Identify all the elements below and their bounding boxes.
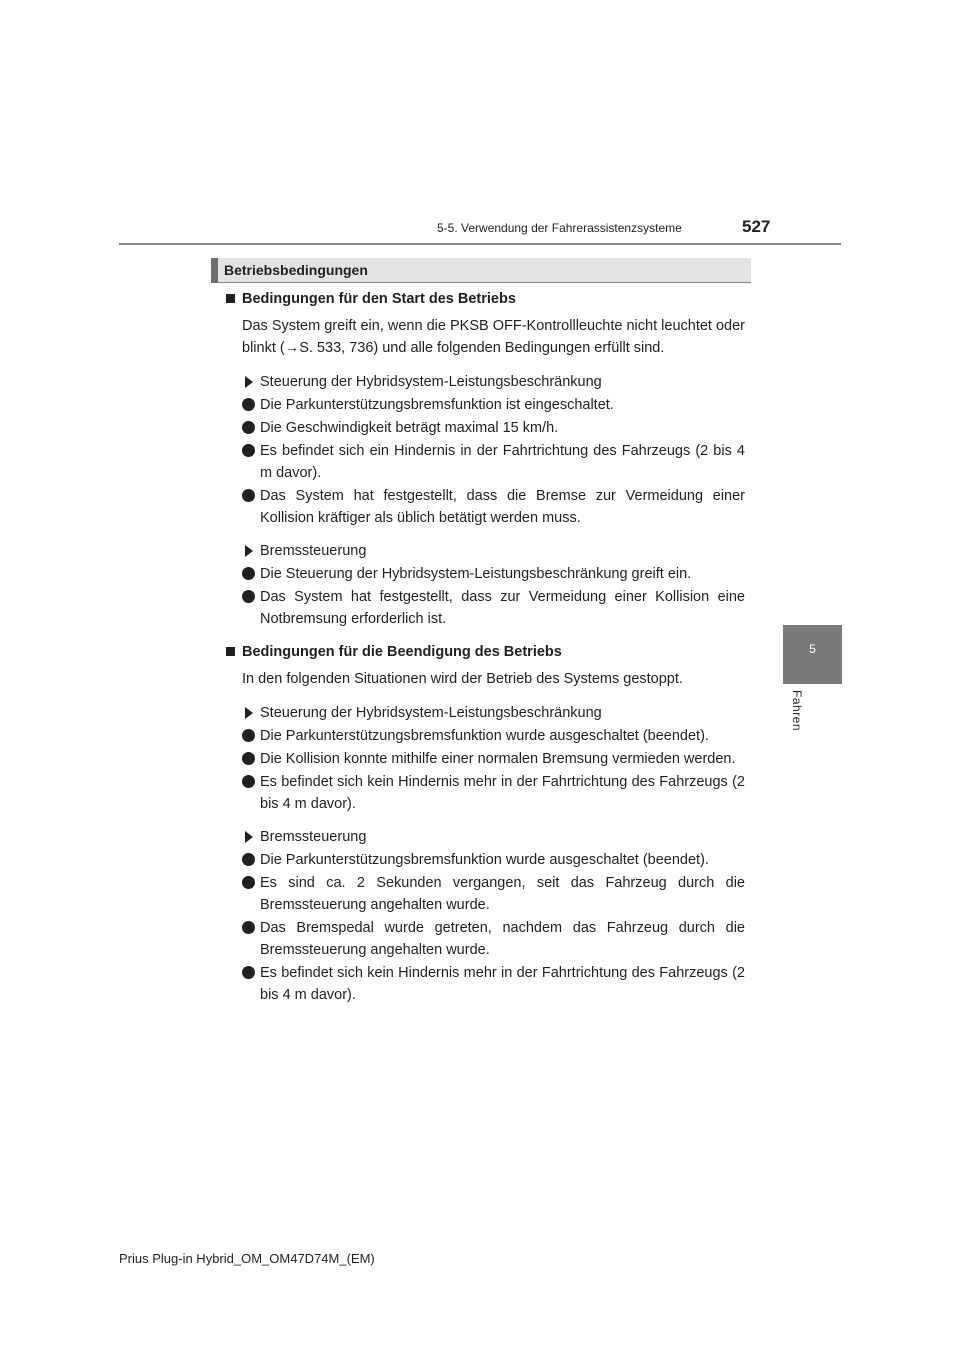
circle-bullet-icon (242, 567, 255, 580)
triangle-bullet-icon (245, 831, 253, 843)
section-title: Betriebsbedingungen (224, 262, 368, 278)
group-title-text: Steuerung der Hybridsystem-Leistungsbeschränkung (260, 374, 602, 390)
circle-bullet-icon (242, 921, 255, 934)
chapter-tab: 5 (783, 625, 842, 684)
header-title: 5-5. Verwendung der Fahrerassistenzsysteme (437, 221, 682, 235)
subheading-text: Bedingungen für die Beendigung des Betriebs (242, 644, 562, 660)
list-item (226, 917, 745, 961)
list-item-text: Das Bremspedal wurde getreten, nachdem das Fahrzeug durch die Bremssteuerung angehalten wurde. (260, 920, 745, 958)
subheading-start (226, 288, 745, 310)
circle-bullet-icon (242, 398, 255, 411)
page-number: 527 (742, 217, 771, 236)
paragraph-end-intro: In den folgenden Situationen wird der Betrieb des Systems gestoppt. (242, 671, 683, 687)
group-title-text: Bremssteuerung (260, 543, 367, 559)
list-item-text: Die Kollision konnte mithilfe einer normalen Bremsung vermieden werden. (260, 751, 736, 767)
subheading-text: Bedingungen für den Start des Betriebs (242, 291, 516, 307)
list-item-text: Das System hat festgestellt, dass die Bremse zur Vermeidung einer Kollision kräftiger als üblich betätigt werden muss. (260, 488, 745, 526)
circle-bullet-icon (242, 775, 255, 788)
header-divider (119, 243, 841, 245)
circle-bullet-icon (242, 876, 255, 889)
main-content (226, 288, 745, 1007)
circle-bullet-icon (242, 752, 255, 765)
list-item-text: Das System hat festgestellt, dass zur Vermeidung einer Kollision eine Notbremsung erforderlich ist. (260, 589, 745, 627)
section-accent (211, 258, 218, 283)
square-bullet-icon (226, 647, 235, 656)
list-item-text: Es befindet sich ein Hindernis in der Fahrtrichtung des Fahrzeugs (2 bis 4 m davor). (260, 443, 745, 481)
triangle-bullet-icon (245, 545, 253, 557)
section-header (211, 258, 751, 283)
list-item (226, 485, 745, 529)
list-item-text: Die Steuerung der Hybridsystem-Leistungsbeschränkung greift ein. (260, 566, 692, 582)
list-item (226, 872, 745, 916)
list-item-text: Es befindet sich kein Hindernis mehr in der Fahrtrichtung des Fahrzeugs (2 bis 4 m davor). (260, 965, 745, 1003)
group-title-text: Bremssteuerung (260, 829, 367, 845)
list-item (226, 748, 745, 770)
paragraph-start-intro: Das System greift ein, wenn die PKSB OFF-Kontrollleuchte nicht leuchtet oder blinkt (→S. 533, 736) und alle folgenden Bedingungen erfüllt sind. (242, 318, 745, 356)
list-item-text: Es befindet sich kein Hindernis mehr in der Fahrtrichtung des Fahrzeugs (2 bis 4 m davor). (260, 774, 745, 812)
list-item (226, 725, 745, 747)
group-title (226, 540, 745, 562)
circle-bullet-icon (242, 853, 255, 866)
circle-bullet-icon (242, 729, 255, 742)
footer-doc-id: Prius Plug-in Hybrid_OM_OM47D74M_(EM) (119, 1251, 375, 1266)
list-item-text: Es sind ca. 2 Sekunden vergangen, seit das Fahrzeug durch die Bremssteuerung angehalten wurde. (260, 875, 745, 913)
list-item (226, 962, 745, 1006)
triangle-bullet-icon (245, 376, 253, 388)
group-title (226, 702, 745, 724)
list-item (226, 586, 745, 630)
list-item (226, 849, 745, 871)
group-title (226, 826, 745, 848)
circle-bullet-icon (242, 590, 255, 603)
square-bullet-icon (226, 294, 235, 303)
list-item (226, 394, 745, 416)
list-item (226, 563, 745, 585)
list-item (226, 417, 745, 439)
list-item (226, 440, 745, 484)
subheading-end (226, 641, 745, 663)
circle-bullet-icon (242, 444, 255, 457)
circle-bullet-icon (242, 489, 255, 502)
list-item-text: Die Parkunterstützungsbremsfunktion wurde ausgeschaltet (beendet). (260, 728, 709, 744)
chapter-label: Fahren (790, 690, 804, 732)
group-title (226, 371, 745, 393)
list-item-text: Die Geschwindigkeit beträgt maximal 15 km/h. (260, 420, 559, 436)
circle-bullet-icon (242, 421, 255, 434)
list-item (226, 771, 745, 815)
circle-bullet-icon (242, 966, 255, 979)
list-item-text: Die Parkunterstützungsbremsfunktion ist eingeschaltet. (260, 397, 614, 413)
group-title-text: Steuerung der Hybridsystem-Leistungsbeschränkung (260, 705, 602, 721)
list-item-text: Die Parkunterstützungsbremsfunktion wurde ausgeschaltet (beendet). (260, 852, 709, 868)
triangle-bullet-icon (245, 707, 253, 719)
